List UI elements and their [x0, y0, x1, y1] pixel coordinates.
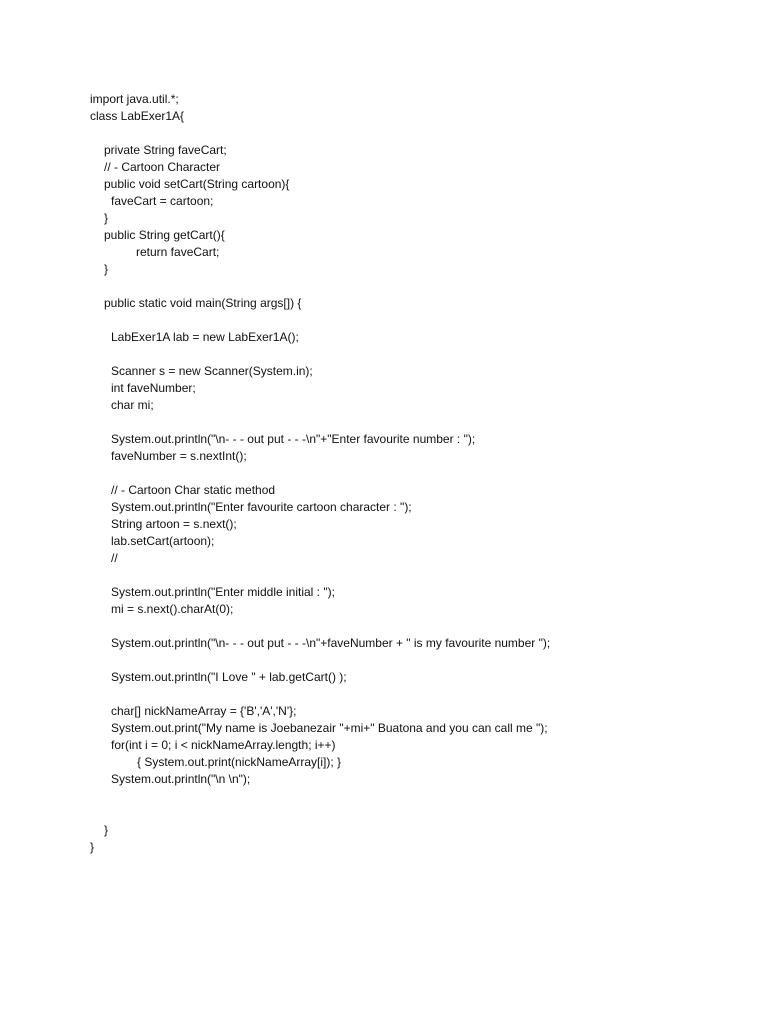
code-line-text: System.out.println("Enter middle initial : ");: [111, 585, 335, 599]
code-line-text: class LabExer1A{: [90, 109, 185, 123]
code-line-text: Scanner s = new Scanner(System.in);: [111, 364, 313, 378]
code-line-text: import java.util.*;: [90, 92, 179, 106]
code-line-text: LabExer1A lab = new LabExer1A();: [111, 330, 299, 344]
code-line-text: // - Cartoon Char static method: [111, 483, 276, 497]
code-line-text: faveNumber = s.nextInt();: [111, 449, 247, 463]
code-line-text: System.out.println("I Love " + lab.getCart() );: [111, 670, 347, 684]
code-line-text: System.out.println("\n- - - out put - - -\n"+faveNumber + " is my favourite number ");: [111, 636, 551, 650]
code-line-text: for(int i = 0; i < nickNameArray.length; i++): [111, 738, 336, 752]
code-line-text: faveCart = cartoon;: [111, 194, 214, 208]
code-line-text: { System.out.print(nickNameArray[i]); }: [137, 755, 342, 769]
code-line-text: System.out.println("\n \n");: [111, 772, 251, 786]
code-line-text: public String getCart(){: [104, 228, 225, 242]
code-line-text: mi = s.next().charAt(0);: [111, 602, 234, 616]
code-line-text: char mi;: [111, 398, 154, 412]
code-line-text: String artoon = s.next();: [111, 517, 237, 531]
code-line-text: }: [104, 211, 109, 225]
code-line-text: char[] nickNameArray = {'B','A','N'};: [111, 704, 297, 718]
code-line-text: public void setCart(String cartoon){: [104, 177, 290, 191]
code-line-text: public static void main(String args[]) {: [104, 296, 302, 310]
code-line-text: System.out.print("My name is Joebanezair "+mi+" Buatona and you can call me ");: [111, 721, 548, 735]
code-line-text: int faveNumber;: [111, 381, 196, 395]
code-line-text: private String faveCart;: [104, 143, 227, 157]
code-line-text: }: [104, 823, 109, 837]
code-line-text: }: [104, 262, 109, 276]
code-line-text: lab.setCart(artoon);: [111, 534, 215, 548]
code-line-text: System.out.println("\n- - - out put - - -\n"+"Enter favourite number : ");: [111, 432, 476, 446]
code-line-text: //: [111, 551, 118, 565]
code-line-text: }: [90, 840, 95, 854]
code-line-text: return faveCart;: [136, 245, 220, 259]
code-line-text: // - Cartoon Character: [104, 160, 221, 174]
code-line-text: System.out.println("Enter favourite cartoon character : ");: [111, 500, 412, 514]
